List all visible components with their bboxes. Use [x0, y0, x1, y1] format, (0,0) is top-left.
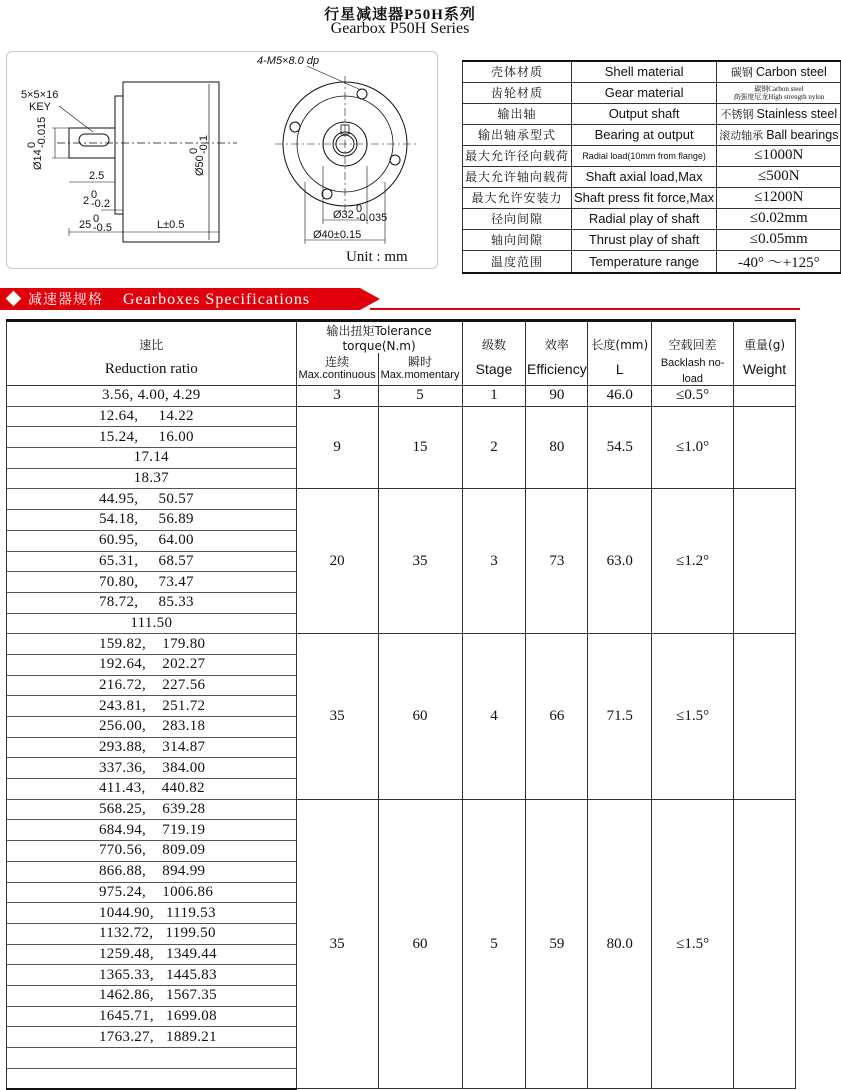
material-label-en: Radial load(10mm from flange)	[572, 145, 717, 166]
ratio-cell: 15.24, 16.00	[7, 427, 297, 448]
ratio-cell: 12.64, 14.22	[7, 406, 297, 427]
banner-title	[28, 289, 310, 309]
continuous-torque-cell: 20	[296, 489, 378, 634]
stage-cell: 1	[462, 386, 526, 407]
backlash-cell: ≤1.5°	[652, 799, 734, 1089]
ratio-cell: 44.95, 50.57	[7, 489, 297, 510]
table-row	[7, 799, 796, 820]
drawing-svg	[7, 52, 439, 270]
unit-label: Unit : mm	[346, 249, 408, 265]
material-value-cn: 滚动轴承	[719, 128, 764, 142]
ratio-cell	[7, 1048, 297, 1069]
material-value	[717, 103, 841, 124]
ratio-cell: 1462.86, 1567.35	[7, 985, 297, 1006]
ratio-header-cn: 速比	[7, 321, 297, 354]
ratio-cell: 111.50	[7, 613, 297, 634]
ratio-cell: 17.14	[7, 448, 297, 469]
ratio-cell: 975.24, 1006.86	[7, 882, 297, 903]
efficiency-cell: 90	[526, 386, 588, 407]
backlash-cell: ≤1.2°	[652, 489, 734, 634]
material-row	[463, 103, 841, 124]
material-label-en: Shaft axial load,Max	[572, 166, 717, 187]
stage-cell: 3	[462, 489, 526, 634]
banner-title-en: Gearboxes Specifications	[123, 291, 311, 308]
body-tol-top: 0	[188, 147, 200, 154]
ratio-cell: 293.88, 314.87	[7, 737, 297, 758]
material-label-cn: 输出轴承型式	[463, 124, 572, 145]
ratio-cell: 3.56, 4.00, 4.29	[7, 386, 297, 407]
body-tol-bottom: -0.1	[198, 135, 210, 154]
weight-header-en: Weight	[734, 353, 796, 386]
length-cell: 80.0	[588, 799, 652, 1089]
material-value: ≤1200N	[717, 187, 841, 208]
dim-2-tol-top: 0	[91, 189, 98, 201]
material-label-en: Gear material	[572, 82, 717, 103]
banner-line	[370, 308, 800, 310]
backlash-header-cn: 空载回差	[652, 321, 734, 354]
dim-2-5-label: 2.5	[89, 170, 105, 182]
ratio-cell: 243.81, 251.72	[7, 696, 297, 717]
material-row	[463, 187, 841, 208]
table-row	[7, 489, 796, 510]
material-value-en: Stainless steel	[756, 106, 838, 121]
flange-outline	[115, 96, 123, 214]
mount-hole	[322, 189, 332, 199]
ratio-cell: 1132.72, 1199.50	[7, 923, 297, 944]
stage-cell: 2	[462, 406, 526, 489]
material-value: -40° ～+125°	[717, 250, 841, 273]
efficiency-cell: 66	[526, 634, 588, 800]
material-row	[463, 61, 841, 82]
ratio-cell: 216.72, 227.56	[7, 675, 297, 696]
torque-header: 输出扭矩Tolerance torque(N.m)	[296, 321, 462, 354]
material-label-cn: 壳体材质	[463, 61, 572, 82]
stage-header-en: Stage	[462, 353, 526, 386]
ratio-cell: 18.37	[7, 468, 297, 489]
efficiency-header-en: Efficiency	[526, 353, 588, 386]
key-word-label: KEY	[29, 101, 52, 113]
ratio-cell: 1645.71, 1699.08	[7, 1006, 297, 1027]
weight-cell	[734, 386, 796, 407]
ratio-cell: 1365.33, 1445.83	[7, 965, 297, 986]
weight-cell	[734, 799, 796, 1089]
ratio-cell: 70.80, 73.47	[7, 572, 297, 593]
momentary-torque-cell: 15	[378, 406, 462, 489]
title-english: Gearbox P50H Series	[330, 20, 470, 37]
dim-25-tol-top: 0	[93, 213, 100, 225]
material-value	[717, 124, 841, 145]
momentary-torque-cell: 35	[378, 489, 462, 634]
material-row	[463, 250, 841, 273]
technical-drawing	[6, 51, 438, 269]
stage-cell: 5	[462, 799, 526, 1089]
efficiency-cell: 59	[526, 799, 588, 1089]
ratio-header-en: Reduction ratio	[7, 353, 297, 386]
weight-cell	[734, 406, 796, 489]
momentary-header: 瞬时 Max.momentary	[378, 353, 462, 386]
material-label-cn: 齿轮材质	[463, 82, 572, 103]
spec-table	[6, 319, 796, 1090]
momentary-torque-cell: 5	[378, 386, 462, 407]
material-label-cn: 轴向间隙	[463, 229, 572, 250]
ratio-cell	[7, 1068, 297, 1089]
key-size-label: 5×5×16	[21, 89, 59, 101]
material-row	[463, 166, 841, 187]
key-outline	[79, 134, 109, 146]
material-label-en: Radial play of shaft	[572, 208, 717, 229]
material-row	[463, 145, 841, 166]
material-label-cn: 温度范围	[463, 250, 572, 273]
material-value-bottom: 高强度尼龙High strength nylon	[733, 92, 825, 101]
backlash-header-en: Backlash no-load	[652, 353, 734, 386]
backlash-cell: ≤1.5°	[652, 634, 734, 800]
thread-label: 4-M5×8.0 dp	[257, 55, 320, 67]
ratio-cell: 684.94, 719.19	[7, 820, 297, 841]
material-value	[717, 61, 841, 82]
material-label-cn: 最大允许轴向载荷	[463, 166, 572, 187]
material-value-cn: 碳钢	[730, 65, 753, 79]
efficiency-cell: 80	[526, 406, 588, 489]
dim-2-label: 2	[83, 195, 90, 207]
efficiency-header-cn: 效率	[526, 321, 588, 354]
weight-cell	[734, 634, 796, 800]
ratio-cell: 159.82, 179.80	[7, 634, 297, 655]
material-value-cn: 不锈钢	[720, 107, 754, 121]
efficiency-cell: 73	[526, 489, 588, 634]
table-row	[7, 634, 796, 655]
momentary-torque-cell: 60	[378, 634, 462, 800]
table-row	[7, 406, 796, 427]
length-header-cn: 长度(mm)	[588, 321, 652, 354]
stage-cell: 4	[462, 634, 526, 800]
ratio-cell: 568.25, 639.28	[7, 799, 297, 820]
material-value-en: Ball bearings	[766, 127, 839, 142]
shaft-tol-top: 0	[26, 141, 38, 148]
momentary-torque-cell: 60	[378, 799, 462, 1089]
material-value: ≤500N	[717, 166, 841, 187]
material-value: ≤0.02mm	[717, 208, 841, 229]
ratio-cell: 1763.27, 1889.21	[7, 1027, 297, 1048]
material-label-en: Bearing at output	[572, 124, 717, 145]
stage-header-cn: 级数	[462, 321, 526, 354]
length-cell: 54.5	[588, 406, 652, 489]
material-label-cn: 径向间隙	[463, 208, 572, 229]
material-label-cn: 输出轴	[463, 103, 572, 124]
weight-cell	[734, 489, 796, 634]
material-row	[463, 229, 841, 250]
length-header-en: L	[588, 353, 652, 386]
weight-header-cn: 重量(g)	[734, 321, 796, 354]
continuous-torque-cell: 35	[296, 634, 378, 800]
dim-25-label: 25	[79, 219, 92, 231]
shaft-diameter-label: Ø14	[32, 149, 44, 170]
spec-section-banner	[0, 288, 800, 310]
ratio-cell: 78.72, 85.33	[7, 592, 297, 613]
material-row	[463, 124, 841, 145]
body-diameter-label: Ø50	[194, 155, 206, 176]
material-row	[463, 82, 841, 103]
length-label: L±0.5	[157, 219, 185, 231]
material-label-cn: 最大允许径向载荷	[463, 145, 572, 166]
ratio-cell: 1044.90, 1119.53	[7, 903, 297, 924]
ratio-cell: 411.43, 440.82	[7, 779, 297, 800]
table-row	[7, 386, 796, 407]
material-label-cn: 最大允许安装力	[463, 187, 572, 208]
continuous-header: 连续 Max.continuous	[296, 353, 378, 386]
title-chinese: 行星减速器P50H系列	[324, 7, 476, 23]
material-value: ≤1000N	[717, 145, 841, 166]
ratio-cell: 866.88, 894.99	[7, 861, 297, 882]
pilot-tol-top: 0	[356, 203, 363, 215]
ratio-cell: 65.31, 68.57	[7, 551, 297, 572]
mount-hole	[357, 89, 367, 99]
ratio-cell: 770.56, 809.09	[7, 841, 297, 862]
continuous-torque-cell: 9	[296, 406, 378, 489]
dim-2-tol-bottom: -0.2	[91, 198, 110, 210]
length-cell: 63.0	[588, 489, 652, 634]
material-label-en: Shell material	[572, 61, 717, 82]
continuous-torque-cell: 3	[296, 386, 378, 407]
backlash-cell: ≤1.0°	[652, 406, 734, 489]
material-table	[462, 60, 841, 274]
backlash-cell: ≤0.5°	[652, 386, 734, 407]
material-value-en: Carbon steel	[755, 64, 827, 79]
ratio-cell: 256.00, 283.18	[7, 717, 297, 738]
continuous-torque-cell: 35	[296, 799, 378, 1089]
dim-25-tol-bottom: -0.5	[93, 222, 112, 234]
material-value: ≤0.05mm	[717, 229, 841, 250]
pilot-tol-bottom: -0.035	[356, 212, 388, 224]
material-label-en: Output shaft	[572, 103, 717, 124]
ratio-cell: 1259.48, 1349.44	[7, 944, 297, 965]
material-row	[463, 208, 841, 229]
material-value-top: 碳钢Carbon steel	[754, 84, 804, 93]
ratio-cell: 60.95, 64.00	[7, 530, 297, 551]
pilot-diameter-label: Ø32	[333, 209, 354, 221]
pcd-label: Ø40±0.15	[313, 229, 362, 241]
banner-title-cn: 减速器规格	[28, 292, 103, 308]
ratio-cell: 54.18, 56.89	[7, 510, 297, 531]
ratio-cell: 192.64, 202.27	[7, 654, 297, 675]
material-value	[717, 82, 841, 103]
length-cell: 46.0	[588, 386, 652, 407]
mount-hole	[390, 155, 400, 165]
length-cell: 71.5	[588, 634, 652, 800]
material-label-en: Shaft press fit force,Max	[572, 187, 717, 208]
mount-hole	[290, 122, 300, 132]
shaft-tol-bottom: -0.015	[36, 116, 48, 148]
material-label-en: Thrust play of shaft	[572, 229, 717, 250]
ratio-cell: 337.36, 384.00	[7, 758, 297, 779]
material-label-en: Temperature range	[572, 250, 717, 273]
